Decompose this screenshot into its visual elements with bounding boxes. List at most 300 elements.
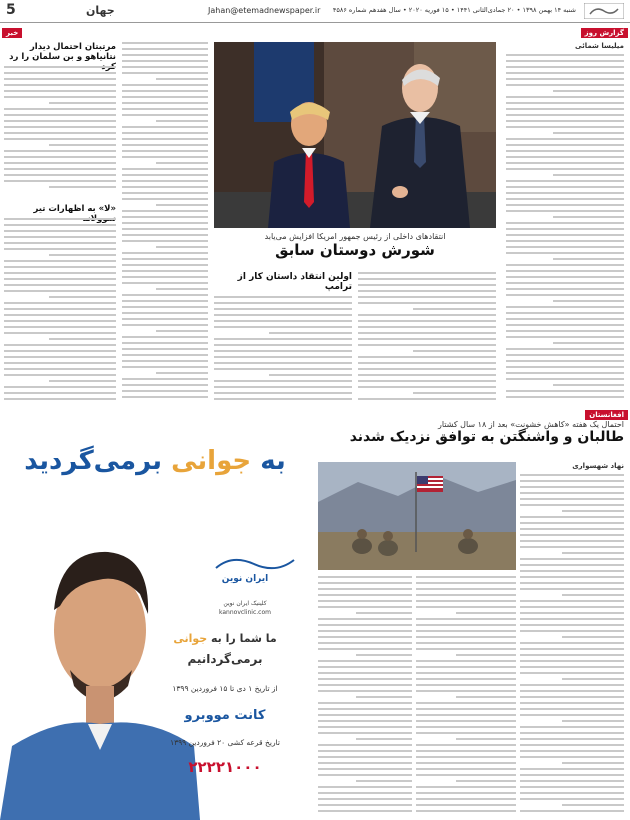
text-line — [506, 312, 624, 314]
text-line — [318, 606, 412, 608]
text-line — [122, 114, 208, 116]
text-line — [356, 654, 412, 656]
text-line — [553, 174, 624, 176]
afghan-headline[interactable]: طالبان و واشنگتن به توافق نزدیک شدند — [349, 429, 624, 445]
ad-title-word-1: به — [260, 446, 286, 476]
text-line — [318, 750, 412, 752]
text-line — [318, 678, 412, 680]
text-line — [122, 312, 208, 314]
soldiers-flag-photo — [318, 462, 516, 570]
text-line — [416, 642, 516, 644]
text-line — [4, 368, 116, 370]
text-line — [416, 744, 516, 746]
text-line — [122, 354, 208, 356]
text-line — [318, 600, 412, 602]
email-address[interactable]: Jahan@etemadnewspaper.ir — [208, 6, 321, 15]
text-line — [318, 804, 412, 806]
text-line — [416, 762, 516, 764]
text-line — [553, 216, 624, 218]
text-line — [4, 138, 116, 140]
text-line — [520, 546, 624, 548]
text-line — [4, 290, 116, 292]
text-line — [122, 54, 208, 56]
ad-title-word-3: برمی‌گردید — [24, 446, 163, 476]
text-line — [122, 366, 208, 368]
text-line — [122, 84, 208, 86]
text-line — [553, 90, 624, 92]
text-line — [4, 308, 116, 310]
sidebar-headline-1[interactable]: مرتبتان احتمال دیدار نتانیاهو و بن سلمان را رد — [9, 42, 116, 62]
text-line — [4, 168, 116, 170]
text-line — [506, 120, 624, 122]
text-line — [520, 528, 624, 530]
main-story-column-right — [506, 42, 624, 402]
text-line — [122, 72, 208, 74]
text-line — [456, 780, 516, 782]
text-line — [356, 738, 412, 740]
text-line — [562, 510, 624, 512]
text-line — [122, 156, 208, 158]
text-line — [318, 720, 412, 722]
text-line — [122, 234, 208, 236]
text-line — [520, 576, 624, 578]
text-line — [506, 204, 624, 206]
text-line — [358, 278, 496, 280]
text-line — [416, 726, 516, 728]
clinic-name: ایران نوین — [221, 574, 269, 584]
text-line — [318, 684, 412, 686]
text-line — [318, 690, 412, 692]
text-line — [506, 60, 624, 62]
text-line — [122, 186, 208, 188]
text-line — [318, 786, 412, 788]
text-line — [506, 126, 624, 128]
text-line — [506, 192, 624, 194]
text-line — [358, 296, 496, 298]
text-line — [456, 612, 516, 614]
ad-draw-date: تاریخ قرعه کشی ۲۰ فروردین ۱۳۹۹ — [170, 738, 280, 747]
text-line — [520, 540, 624, 542]
text-line — [4, 132, 116, 134]
text-line — [122, 282, 208, 284]
text-line — [520, 810, 624, 812]
section-name: جهان — [86, 4, 115, 17]
text-line — [520, 684, 624, 686]
text-line — [520, 600, 624, 602]
text-line — [416, 798, 516, 800]
text-line — [4, 278, 116, 280]
text-line — [506, 54, 624, 56]
text-line — [416, 636, 516, 638]
text-line — [506, 252, 624, 254]
text-line — [122, 228, 208, 230]
text-line — [520, 714, 624, 716]
text-line — [214, 320, 352, 322]
text-line — [122, 300, 208, 302]
text-line — [520, 798, 624, 800]
text-line — [318, 726, 412, 728]
text-line — [520, 486, 624, 488]
text-line — [4, 150, 116, 152]
text-line — [520, 756, 624, 758]
text-line — [4, 224, 116, 226]
text-line — [506, 288, 624, 290]
text-line — [506, 108, 624, 110]
text-line — [49, 380, 116, 382]
text-line — [318, 624, 412, 626]
text-line — [520, 768, 624, 770]
text-line — [520, 738, 624, 740]
afghan-kicker: احتمال یک هفته «کاهش خشونت» بعد از ۱۸ سال کشتار — [437, 420, 624, 429]
main-headline[interactable]: شورش دوستان سابق — [275, 241, 435, 259]
text-line — [506, 186, 624, 188]
text-line — [214, 326, 352, 328]
text-line — [456, 696, 516, 698]
text-line — [358, 386, 496, 388]
text-line — [122, 396, 208, 398]
text-line — [416, 750, 516, 752]
text-line — [4, 114, 116, 116]
text-line — [358, 368, 496, 370]
text-line — [506, 96, 624, 98]
text-line — [49, 338, 116, 340]
text-line — [506, 72, 624, 74]
text-line — [122, 258, 208, 260]
text-line — [562, 720, 624, 722]
text-line — [520, 492, 624, 494]
text-line — [416, 648, 516, 650]
text-line — [358, 374, 496, 376]
text-line — [520, 570, 624, 572]
text-line — [358, 356, 496, 358]
ad-product: کانت مووبرو — [184, 708, 266, 723]
text-line — [506, 114, 624, 116]
text-line — [122, 66, 208, 68]
body-text-lines — [358, 272, 496, 400]
text-line — [520, 774, 624, 776]
body-text-lines — [4, 218, 116, 400]
text-line — [416, 600, 516, 602]
text-line — [416, 630, 516, 632]
text-line — [356, 780, 412, 782]
text-line — [358, 362, 496, 364]
text-line — [318, 768, 412, 770]
text-line — [4, 78, 116, 80]
text-line — [318, 648, 412, 650]
text-line — [4, 356, 116, 358]
text-line — [520, 642, 624, 644]
text-line — [520, 534, 624, 536]
text-line — [122, 264, 208, 266]
sidebar-story-1 — [4, 66, 116, 196]
text-line — [416, 786, 516, 788]
text-line — [358, 320, 496, 322]
text-line — [506, 306, 624, 308]
text-line — [553, 132, 624, 134]
text-line — [4, 84, 116, 86]
text-line — [416, 594, 516, 596]
text-line — [506, 228, 624, 230]
text-line — [122, 180, 208, 182]
text-line — [506, 372, 624, 374]
text-line — [214, 392, 352, 394]
text-line — [214, 386, 352, 388]
text-line — [506, 150, 624, 152]
text-line — [416, 810, 516, 812]
text-line — [416, 576, 516, 578]
text-line — [156, 120, 208, 122]
text-line — [122, 198, 208, 200]
text-line — [122, 324, 208, 326]
text-line — [416, 768, 516, 770]
text-line — [506, 378, 624, 380]
text-line — [416, 672, 516, 674]
text-line — [4, 320, 116, 322]
text-line — [122, 42, 208, 44]
text-line — [520, 648, 624, 650]
text-line — [4, 302, 116, 304]
text-line — [562, 552, 624, 554]
text-line — [416, 624, 516, 626]
text-line — [4, 90, 116, 92]
ad-date-range: از تاریخ ۱ دی تا ۱۵ فروردین ۱۳۹۹ — [172, 684, 278, 693]
text-line — [4, 266, 116, 268]
text-line — [553, 384, 624, 386]
text-line — [4, 362, 116, 364]
text-line — [520, 750, 624, 752]
text-line — [214, 368, 352, 370]
afghan-column-right — [520, 462, 624, 816]
text-line — [416, 660, 516, 662]
text-line — [506, 318, 624, 320]
text-line — [122, 126, 208, 128]
text-line — [506, 210, 624, 212]
clinic-logo-icon — [210, 554, 300, 574]
text-line — [506, 324, 624, 326]
text-line — [416, 732, 516, 734]
page-header — [0, 0, 630, 23]
text-line — [318, 666, 412, 668]
text-line — [4, 218, 116, 220]
main-story-column-center-left — [214, 272, 352, 404]
text-line — [416, 756, 516, 758]
text-line — [122, 216, 208, 218]
text-line — [214, 308, 352, 310]
dateline: شنبه ۱۴ بهمن ۱۳۹۸ • ۲۰ جمادی‌الثانی ۱۴۴۱ • ۱۵ فوریه ۲۰۲۰ • سال هفدهم شماره ۴۵۸۶ — [332, 6, 576, 14]
text-line — [506, 168, 624, 170]
body-text-lines — [4, 66, 116, 188]
text-line — [4, 398, 116, 400]
text-line — [356, 696, 412, 698]
text-line — [318, 702, 412, 704]
text-line — [318, 672, 412, 674]
text-line — [562, 678, 624, 680]
text-line — [506, 84, 624, 86]
text-line — [4, 120, 116, 122]
text-line — [416, 774, 516, 776]
text-line — [506, 396, 624, 398]
text-line — [416, 792, 516, 794]
text-line — [520, 708, 624, 710]
text-line — [4, 344, 116, 346]
text-line — [156, 330, 208, 332]
text-line — [214, 338, 352, 340]
text-line — [4, 174, 116, 176]
text-line — [318, 594, 412, 596]
text-line — [122, 150, 208, 152]
text-line — [506, 390, 624, 392]
text-line — [122, 96, 208, 98]
clinic-url[interactable]: kannovclinic.com — [219, 609, 271, 616]
text-line — [520, 696, 624, 698]
text-line — [358, 290, 496, 292]
main-byline: میلیسا شمائی — [574, 42, 624, 50]
text-line — [562, 594, 624, 596]
text-line — [122, 270, 208, 272]
text-line — [506, 66, 624, 68]
text-line — [122, 192, 208, 194]
text-line — [4, 248, 116, 250]
ad-phone-number[interactable]: ۲۲۲۲۱۰۰۰ — [188, 758, 262, 776]
text-line — [358, 344, 496, 346]
text-line — [122, 384, 208, 386]
text-line — [4, 72, 116, 74]
text-line — [156, 204, 208, 206]
text-line — [520, 630, 624, 632]
text-line — [4, 242, 116, 244]
text-line — [214, 296, 352, 298]
text-line — [318, 774, 412, 776]
text-line — [318, 732, 412, 734]
text-line — [562, 804, 624, 806]
text-line — [562, 636, 624, 638]
text-line — [122, 102, 208, 104]
text-line — [49, 296, 116, 298]
text-line — [214, 302, 352, 304]
text-line — [416, 684, 516, 686]
text-line — [122, 318, 208, 320]
text-line — [122, 336, 208, 338]
body-text-lines — [122, 42, 208, 398]
text-line — [416, 678, 516, 680]
text-line — [358, 284, 496, 286]
text-line — [416, 708, 516, 710]
text-line — [520, 654, 624, 656]
text-line — [506, 360, 624, 362]
text-line — [318, 576, 412, 578]
text-line — [4, 332, 116, 334]
body-text-lines — [214, 296, 352, 400]
text-line — [358, 302, 496, 304]
text-line — [318, 756, 412, 758]
text-line — [506, 180, 624, 182]
text-line — [506, 198, 624, 200]
text-line — [318, 714, 412, 716]
sidebar-headline-2[interactable]: «لا» به اظهارات تیر — [33, 204, 116, 214]
text-line — [506, 162, 624, 164]
text-line — [358, 380, 496, 382]
text-line — [122, 276, 208, 278]
text-line — [553, 258, 624, 260]
text-line — [214, 350, 352, 352]
text-line — [520, 702, 624, 704]
text-line — [506, 366, 624, 368]
text-line — [122, 168, 208, 170]
text-line — [4, 260, 116, 262]
text-line — [506, 78, 624, 80]
text-line — [318, 582, 412, 584]
trump-kelly-photo — [214, 42, 496, 228]
text-line — [506, 102, 624, 104]
text-line — [520, 726, 624, 728]
text-line — [122, 60, 208, 62]
text-line — [416, 690, 516, 692]
text-line — [318, 762, 412, 764]
text-line — [318, 618, 412, 620]
text-line — [520, 660, 624, 662]
text-line — [122, 294, 208, 296]
text-line — [506, 270, 624, 272]
text-line — [416, 702, 516, 704]
text-line — [156, 288, 208, 290]
text-line — [122, 90, 208, 92]
text-line — [122, 348, 208, 350]
afghan-byline: نهاد شهسواری — [572, 462, 624, 470]
text-line — [358, 338, 496, 340]
text-line — [413, 392, 496, 394]
text-line — [416, 666, 516, 668]
text-line — [318, 642, 412, 644]
text-line — [520, 606, 624, 608]
ad-invite-text: ما شما را به — [211, 632, 277, 645]
sidebar-story-2 — [4, 218, 116, 406]
text-line — [358, 326, 496, 328]
text-line — [49, 254, 116, 256]
text-line — [4, 392, 116, 394]
text-line — [506, 246, 624, 248]
text-line — [506, 354, 624, 356]
photo-image-icon — [214, 42, 496, 228]
body-text-lines — [318, 576, 412, 812]
text-line — [520, 558, 624, 560]
text-line — [4, 66, 116, 68]
text-line — [156, 162, 208, 164]
text-line — [4, 108, 116, 110]
text-line — [122, 378, 208, 380]
text-line — [506, 264, 624, 266]
text-line — [416, 582, 516, 584]
text-line — [358, 398, 496, 400]
text-line — [358, 332, 496, 334]
text-line — [318, 810, 412, 812]
report-tag: گزارش روز — [581, 28, 628, 38]
text-line — [122, 132, 208, 134]
page-number: 5 — [6, 2, 16, 18]
text-line — [4, 374, 116, 376]
text-line — [4, 156, 116, 158]
text-line — [318, 744, 412, 746]
text-line — [4, 350, 116, 352]
text-line — [122, 144, 208, 146]
text-line — [318, 630, 412, 632]
text-line — [506, 156, 624, 158]
body-text-lines — [416, 576, 516, 812]
text-line — [562, 762, 624, 764]
text-line — [520, 504, 624, 506]
text-line — [520, 744, 624, 746]
text-line — [318, 798, 412, 800]
main-kicker: انتقادهای داخلی از رئیس جمهور امریکا افزایش می‌یابد — [264, 232, 446, 241]
